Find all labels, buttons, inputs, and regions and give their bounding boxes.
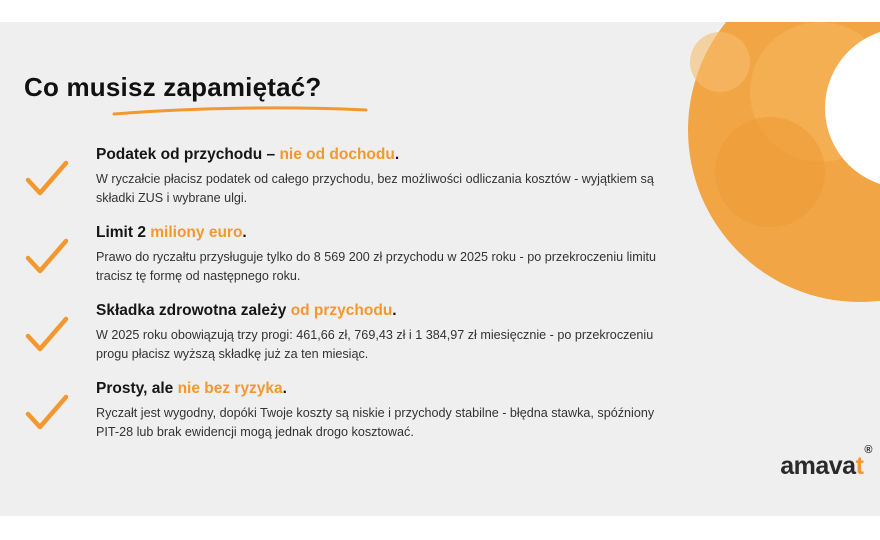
item-heading	[96, 146, 399, 164]
heading-text: Składka zdrowotna zależy	[96, 302, 291, 319]
heading-text: Podatek od przychodu –	[96, 146, 280, 163]
heading-end: .	[394, 146, 400, 163]
check-icon	[24, 160, 70, 198]
heading-text: Prosty, ale	[96, 380, 178, 397]
logo-text: amava	[780, 452, 856, 480]
heading-accent: od przychodu	[290, 302, 393, 319]
item-body: W ryczałcie płacisz podatek od całego przychodu, bez możliwości odliczania kosztów - wyjątkiem są składki ZUS i wybrane ulgi.	[96, 172, 654, 205]
check-icon	[24, 238, 70, 276]
item-heading	[96, 302, 397, 320]
item-body: Prawo do ryczałtu przysługuje tylko do 8 569 200 zł przychodu w 2025 roku - po przekroczeniu limitu tracisz tę formę od następnego roku.	[96, 250, 657, 283]
logo-accent: t	[855, 452, 864, 480]
heading-end: .	[392, 302, 397, 319]
heading-text: Limit 2	[96, 224, 151, 241]
item-heading	[96, 380, 287, 398]
item-body: Ryczałt jest wygodny, dopóki Twoje koszty są niskie i przychody stabilne - błędna stawka, spóźniony PIT-28 lub brak ewidencji mogą jednak drogo kosztować.	[96, 406, 655, 439]
item-heading	[96, 224, 247, 242]
content-panel	[0, 22, 880, 516]
item-body: W 2025 roku obowiązują trzy progi: 461,66 zł, 769,43 zł i 1 384,97 zł miesięcznie - po przekroczeniu progu płacisz wyższą składkę już za ten miesiąc.	[96, 328, 654, 361]
heading-accent: nie bez ryzyka	[177, 380, 283, 397]
heading-accent: miliony euro	[150, 224, 243, 241]
heading-accent: nie od dochodu	[279, 146, 395, 163]
page-title: Co musisz zapamiętać?	[24, 72, 322, 102]
check-icon	[24, 394, 70, 432]
amavat-logo	[780, 443, 872, 481]
heading-end: .	[242, 224, 247, 241]
heading-end: .	[282, 380, 287, 397]
title-underline	[110, 104, 370, 118]
check-icon	[24, 316, 70, 354]
registered-mark: ®	[864, 443, 872, 456]
